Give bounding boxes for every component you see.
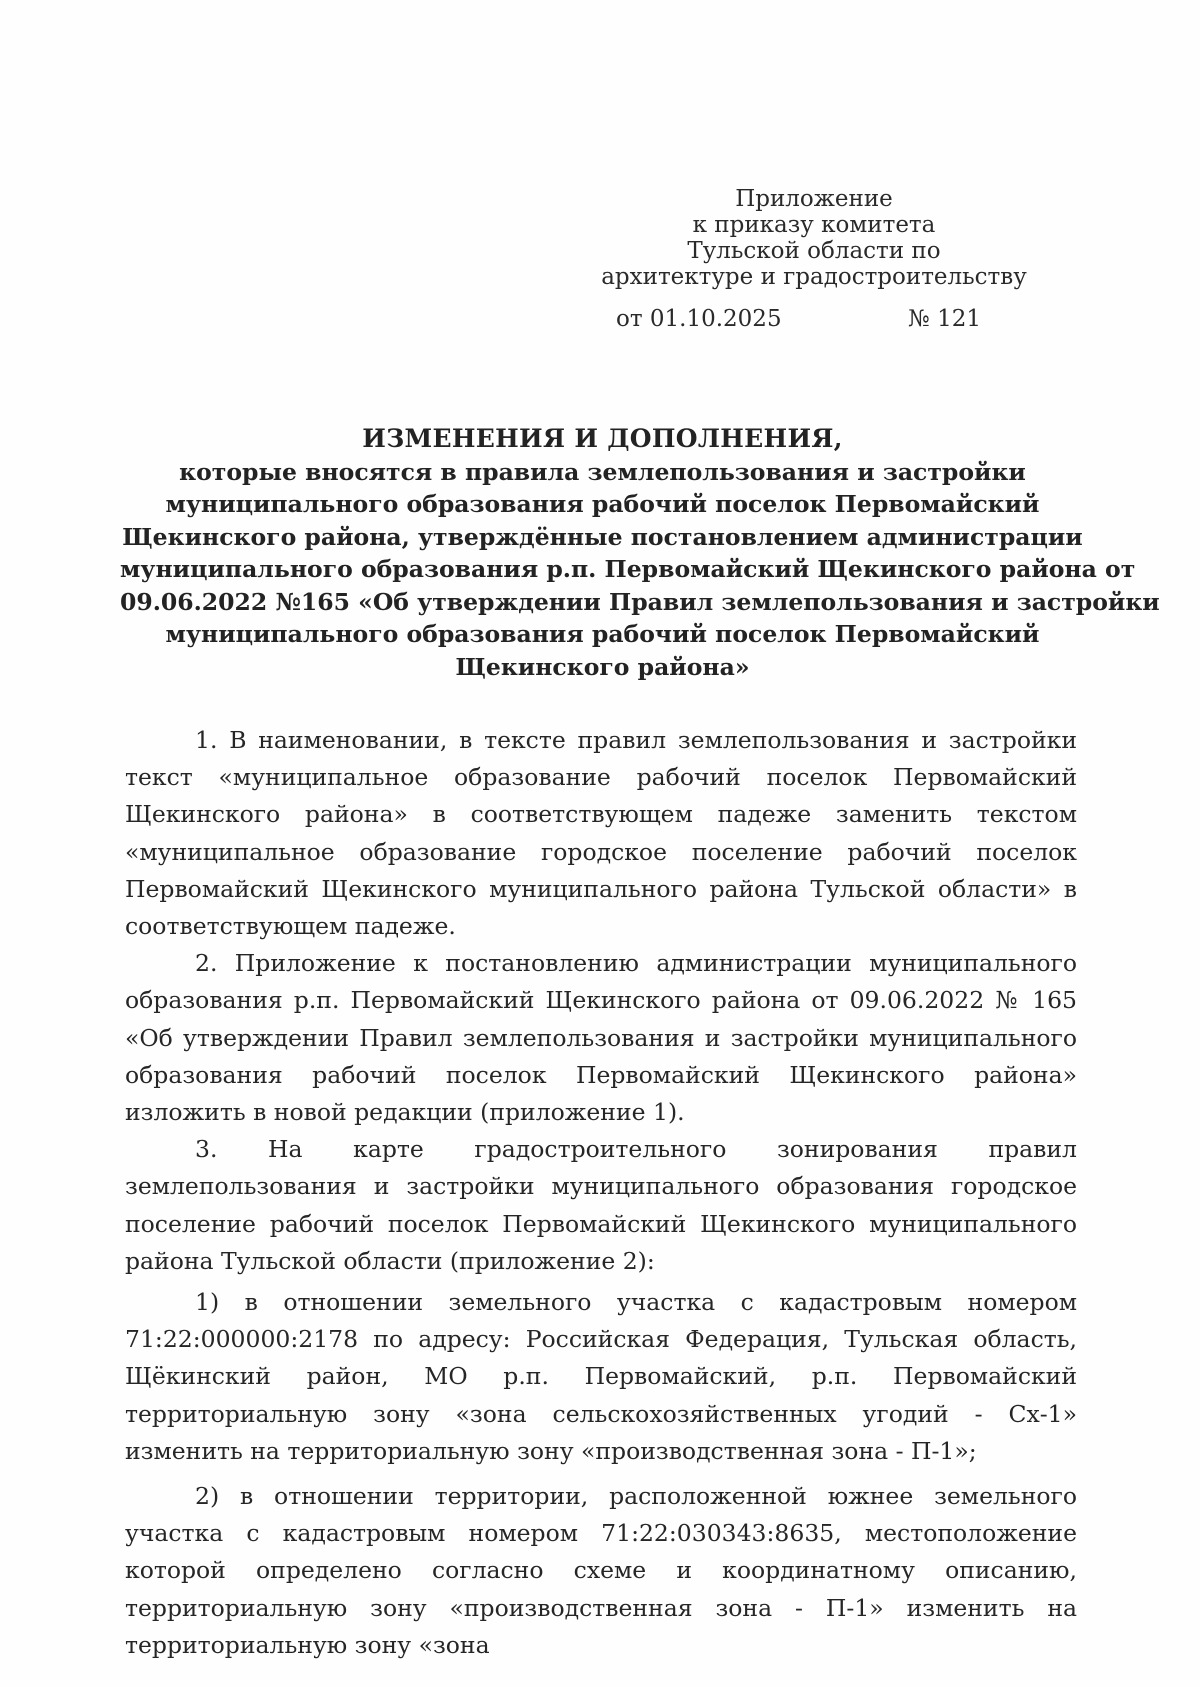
appendix-line: к приказу комитета — [692, 212, 936, 238]
paragraph-1: 1. В наименовании, в тексте правил землепользования и застройки текст «муниципальное образование рабочий поселок Первомайский Щекинского района» в соответствующем падеже заменить текстом «муниципальное образование городское поселение рабочий поселок Первомайский Щекинского муниципального района Тульской области» в соответствующем падеже. — [125, 726, 1077, 941]
title-line: муниципального образования р.п. Первомайский Щекинского района от — [120, 555, 1136, 583]
title-heading: ИЗМЕНЕНИЯ И ДОПОЛНЕНИЯ, — [362, 424, 843, 453]
title-line: Щекинского района» — [455, 652, 750, 681]
title-line: муниципального образования рабочий поселок Первомайский — [165, 490, 1040, 518]
paragraph-3-item-2: 2) в отношении территории, расположенной южнее земельного участка с кадастровым номером 71:22:030343:8635, местоположение которой определено согласно схеме и координатному описанию, территориальную зону «производственная зона - П-1» изменить на территориальную зону «зона — [125, 1482, 1077, 1659]
title-line: 09.06.2022 №165 «Об утверждении Правил землепользования и застройки — [120, 587, 1160, 616]
order-number: № 121 — [908, 306, 981, 332]
title-line: которые вносятся в правила землепользования и застройки — [179, 457, 1026, 486]
appendix-line: архитектуре и градостроительству — [601, 264, 1027, 290]
title-line: Щекинского района, утверждённые постановлением администрации — [122, 522, 1083, 551]
appendix-line: Тульской области по — [687, 238, 941, 264]
paragraph-3: 3. На карте градостроительного зонирования правил землепользования и застройки муниципального образования городское поселение рабочий поселок Первомайский Щекинского муниципального района Тульской области (приложение 2): — [125, 1135, 1077, 1275]
document-title — [120, 423, 1160, 683]
order-date: от 01.10.2025 — [616, 306, 782, 332]
appendix-header — [594, 186, 1034, 290]
appendix-line: Приложение — [735, 186, 893, 212]
paragraph-2: 2. Приложение к постановлению администрации муниципального образования р.п. Первомайский Щекинского района от 09.06.2022 № 165 «Об утверждении Правил землепользования и застройки муниципального образования рабочий поселок Первомайский Щекинского района» изложить в новой редакции (приложение 1). — [125, 949, 1077, 1127]
paragraph-3-item-1: 1) в отношении земельного участка с кадастровым номером 71:22:000000:2178 по адресу: Российская Федерация, Тульская область, Щёкинский район, МО р.п. Первомайский, р.п. Первомайский территориальную зону «зона сельскохозяйственных угодий - Сх-1» изменить на территориальную зону «производственная зона - П-1»; — [125, 1288, 1077, 1465]
document-body — [125, 722, 1077, 1664]
title-line: муниципального образования рабочий поселок Первомайский — [165, 620, 1040, 648]
